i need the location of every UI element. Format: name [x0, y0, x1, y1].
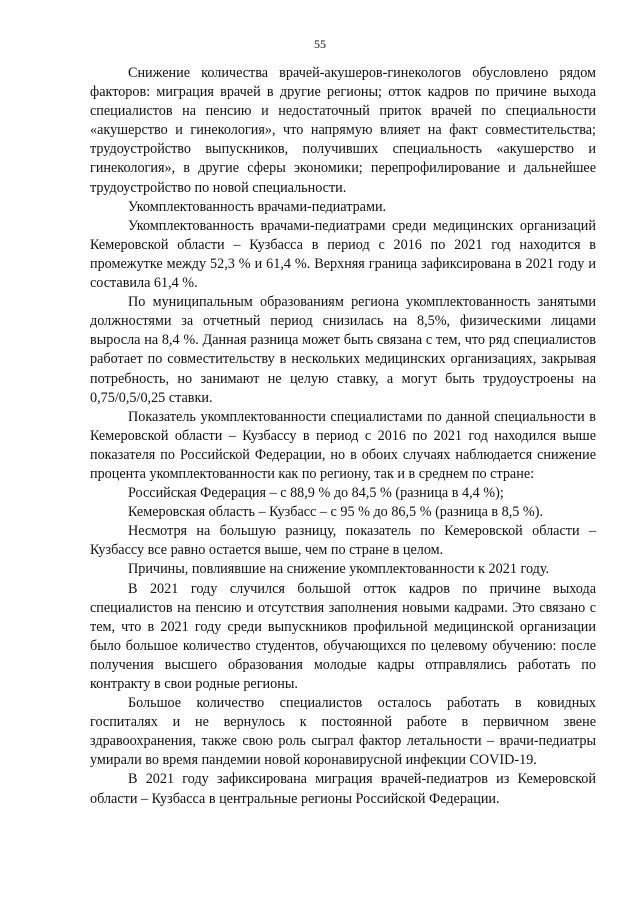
page-number: 55 [314, 37, 326, 51]
paragraph-outflow-2021: В 2021 году случился большой отток кадров по причине выхода специалистов на пенсию и отсутствия заполнения новыми кадрами. Это связано с тем, что в 2021 году среди выпускников профильной медицинской организации было большое количество студентов, обучающихся по целевому обучению: после получения высшего образования молодые кадры отправлялись работать по контракту в свои родные регионы. [90, 580, 596, 692]
body-text [90, 64, 596, 809]
paragraph-covid-hospitals: Большое количество специалистов осталось работать в ковидных госпиталях и не вернулось к постоянной работе в первичном звене здравоохранения, также свою роль сыграл фактор летальности – врачи-педиатры умирали во время пандемии новой коронавирусной инфекции COVID-19. [90, 695, 596, 769]
paragraph-pediatrician-staffing-range: Укомплектованность врачами-педиатрами среди медицинских организаций Кемеровской области – Кузбасса в период с 2016 по 2021 год находится в промежутке между 52,3 % и 61,4 %. Верхняя граница зафиксирована в 2021 году и составила 61,4 %. [90, 217, 596, 292]
paragraph-pediatrician-staffing-heading: Укомплектованность врачами-педиатрами. [128, 198, 387, 215]
paragraph-municipal-staffing: По муниципальным образованиям региона укомплектованность занятыми должностями за отчетный период снизилась на 8,5%, физическими лицами выросла на 8,4 %. Данная разница может быть связана с тем, что ряд специалистов работает по совместительству в нескольких медицинских организациях, закрывая потребность, но занимают не целую ставку, а могут быть трудоустроены на 0,75/0,5/0,25 ставки. [90, 294, 596, 406]
paragraph-kemerovo-figures: Кемеровская область – Кузбасс – с 95 % до 86,5 % (разница в 8,5 %). [128, 504, 544, 521]
paragraph-russia-figures: Российская Федерация – с 88,9 % до 84,5 % (разница в 4,4 %); [128, 485, 504, 502]
paragraph-reasons-heading: Причины, повлиявшие на снижение укомплектованности к 2021 году. [128, 561, 550, 578]
paragraph-obgyn-shortage-causes: Снижение количества врачей-акушеров-гинекологов обусловлено рядом факторов: миграция врачей в другие регионы; отток кадров по причине выхода специалистов на пенсию и недостаточный приток врачей по специальности «акушерство и гинекология», что напрямую влияет на факт совместительства; трудоустройство выпускников, получивших специальность «акушерство и гинекология», в другие сферы экономики; перепрофилирование и дальнейшее трудоустройство по новой специальности. [90, 65, 596, 196]
paragraph-migration: В 2021 году зафиксирована миграция врачей-педиатров из Кемеровской области – Кузбасса в центральные регионы Российской Федерации. [90, 771, 596, 807]
paragraph-despite-difference: Несмотря на большую разницу, показатель по Кемеровской области – Кузбассу все равно остается выше, чем по стране в целом. [90, 523, 596, 559]
paragraph-indicator-comparison: Показатель укомплектованности специалистами по данной специальности в Кемеровской области – Кузбассу в период с 2016 по 2021 год находился выше показателя по Российской Федерации, но в обоих случаях наблюдается снижение процента укомплектованности как по региону, так и в среднем по стране: [90, 408, 596, 482]
